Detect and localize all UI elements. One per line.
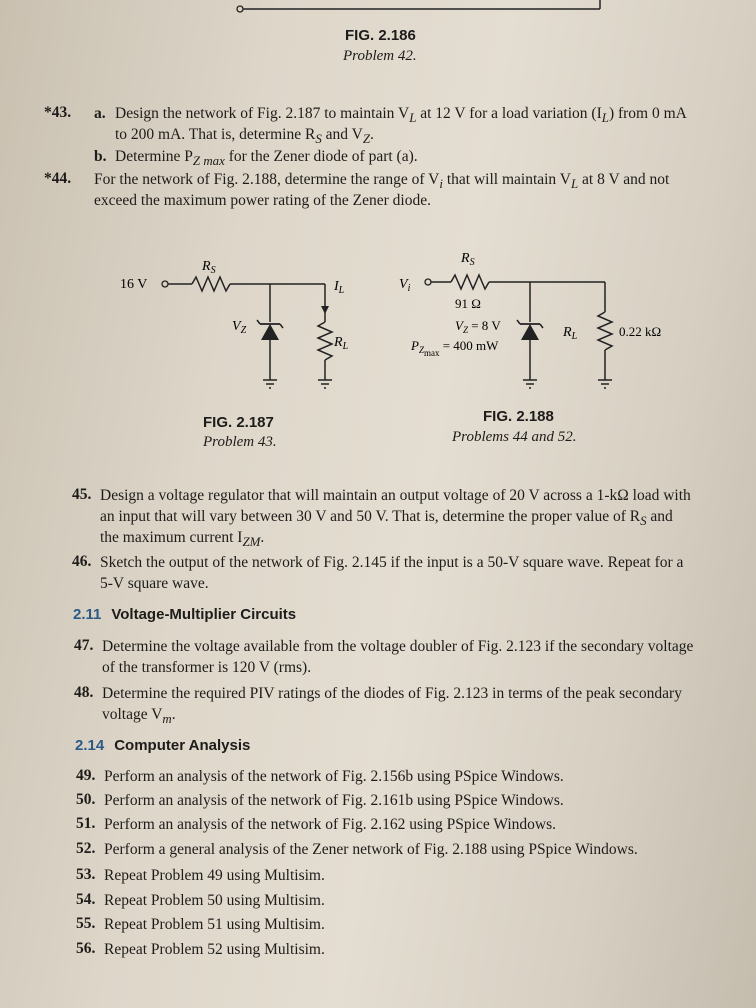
fig188-rs-resistor	[451, 275, 489, 289]
fig188-rs-value: 91 Ω	[455, 296, 481, 311]
fig186-label: FIG. 2.186	[345, 27, 416, 44]
fig187-current-arrow	[321, 306, 329, 314]
list-item-text: Repeat Problem 49 using Multisim.	[104, 867, 325, 884]
list-item-number: 49.	[76, 767, 96, 784]
problem-45-line3: the maximum current $I_{ZM}$.	[100, 529, 265, 550]
list-item-number: 53.	[76, 866, 96, 883]
fig188-vi-label: $V_i$	[399, 277, 411, 294]
problem-46-number: 46.	[72, 553, 92, 570]
list-item-text: Perform an analysis of the network of Fig. 2.156b using PSpice Windows.	[104, 768, 564, 785]
fig187-label: FIG. 2.187	[203, 414, 274, 431]
fig186-circuit-fragment	[0, 0, 756, 20]
problem-45-line1: Design a voltage regulator that will maintain an output voltage of 20 V across a 1-kΩ load with	[100, 487, 691, 504]
problem-47-number: 47.	[74, 637, 94, 654]
fig188-rs-label: $R_S$	[461, 251, 475, 268]
fig188-label: FIG. 2.188	[483, 408, 554, 425]
problem-48-line2: voltage $V_m$.	[102, 706, 176, 727]
fig187-zener-diode	[261, 324, 279, 340]
problem-43a-letter: a.	[94, 105, 106, 122]
problem-44-line2: exceed the maximum power rating of the Zener diode.	[94, 192, 431, 209]
list-item-number: 52.	[76, 840, 96, 857]
list-item-text: Repeat Problem 51 using Multisim.	[104, 916, 325, 933]
problem-44-line1: For the network of Fig. 2.188, determine the range of $V_i$ that will maintain $V_L$ at 8 V and not	[94, 171, 670, 192]
problem-44-number: *44.	[44, 170, 72, 187]
fig188-caption: Problems 44 and 52.	[452, 429, 577, 445]
problem-43a-line1: Design the network of Fig. 2.187 to maintain $V_L$ at 12 V for a load variation $(I_L)$ from 0 mA	[115, 105, 687, 126]
list-item-text: Perform a general analysis of the Zener network of Fig. 2.188 using PSpice Windows.	[104, 841, 638, 858]
fig187-vz-label: $V_Z$	[232, 319, 247, 336]
list-item-number: 55.	[76, 915, 96, 932]
problem-43b-line: Determine $P_{Z max}$ for the Zener diode of part (a).	[115, 148, 418, 169]
problem-48-number: 48.	[74, 684, 94, 701]
fig188-vz-label: $V_Z = 8$ V	[455, 318, 501, 335]
fig187-rs-resistor	[192, 277, 230, 291]
fig187-rs-label: $R_S$	[202, 259, 216, 276]
problem-43a-line2: to 200 mA. That is, determine $R_S$ and $V_Z$.	[115, 126, 374, 147]
list-item-text: Repeat Problem 50 using Multisim.	[104, 892, 325, 909]
list-item-number: 54.	[76, 891, 96, 908]
problem-46-line2: 5-V square wave.	[100, 575, 209, 592]
problem-45-number: 45.	[72, 486, 92, 503]
list-item-number: 56.	[76, 940, 96, 957]
problem-48-line1: Determine the required PIV ratings of the diodes of Fig. 2.123 in terms of the peak secondary	[102, 685, 682, 702]
fig187-caption: Problem 43.	[203, 434, 277, 450]
problem-47-line2: of the transformer is 120 V (rms).	[102, 659, 312, 676]
fig187-circuit	[120, 250, 350, 400]
list-item-number: 50.	[76, 791, 96, 808]
fig188-rl-resistor	[598, 312, 612, 350]
fig188-rl-label: $R_L$	[563, 325, 578, 342]
fig188-rl-value: 0.22 kΩ	[619, 324, 662, 339]
fig188-circuit	[395, 240, 675, 400]
fig187-rl-label: $R_L$	[334, 335, 349, 352]
problem-45-line2: an input that will vary between 30 V and 50 V. That is, determine the proper value of $R_S$ and	[100, 508, 673, 529]
fig188-zener-diode	[521, 324, 539, 340]
list-item-text: Perform an analysis of the network of Fig. 2.162 using PSpice Windows.	[104, 816, 556, 833]
problem-43-number: *43.	[44, 104, 72, 121]
problem-43b-letter: b.	[94, 148, 107, 165]
fig187-il-label: $I_L$	[334, 279, 345, 296]
problem-46-line1: Sketch the output of the network of Fig. 2.145 if the input is a 50-V square wave. Repeat for a	[100, 554, 684, 571]
list-item-text: Repeat Problem 52 using Multisim.	[104, 941, 325, 958]
fig187-rl-resistor	[318, 322, 332, 360]
fig188-pz-label: $P_{Zmax} = 400$ mW	[411, 338, 499, 358]
section-2-14-heading: 2.14 Computer Analysis	[75, 737, 251, 754]
section-2-11-heading: 2.11 Voltage-Multiplier Circuits	[73, 606, 297, 623]
fig186-caption: Problem 42.	[343, 48, 417, 64]
fig187-source-label: 16 V	[120, 277, 148, 292]
list-item-number: 51.	[76, 815, 96, 832]
list-item-text: Perform an analysis of the network of Fig. 2.161b using PSpice Windows.	[104, 792, 564, 809]
problem-47-line1: Determine the voltage available from the voltage doubler of Fig. 2.123 if the secondary voltage	[102, 638, 694, 655]
